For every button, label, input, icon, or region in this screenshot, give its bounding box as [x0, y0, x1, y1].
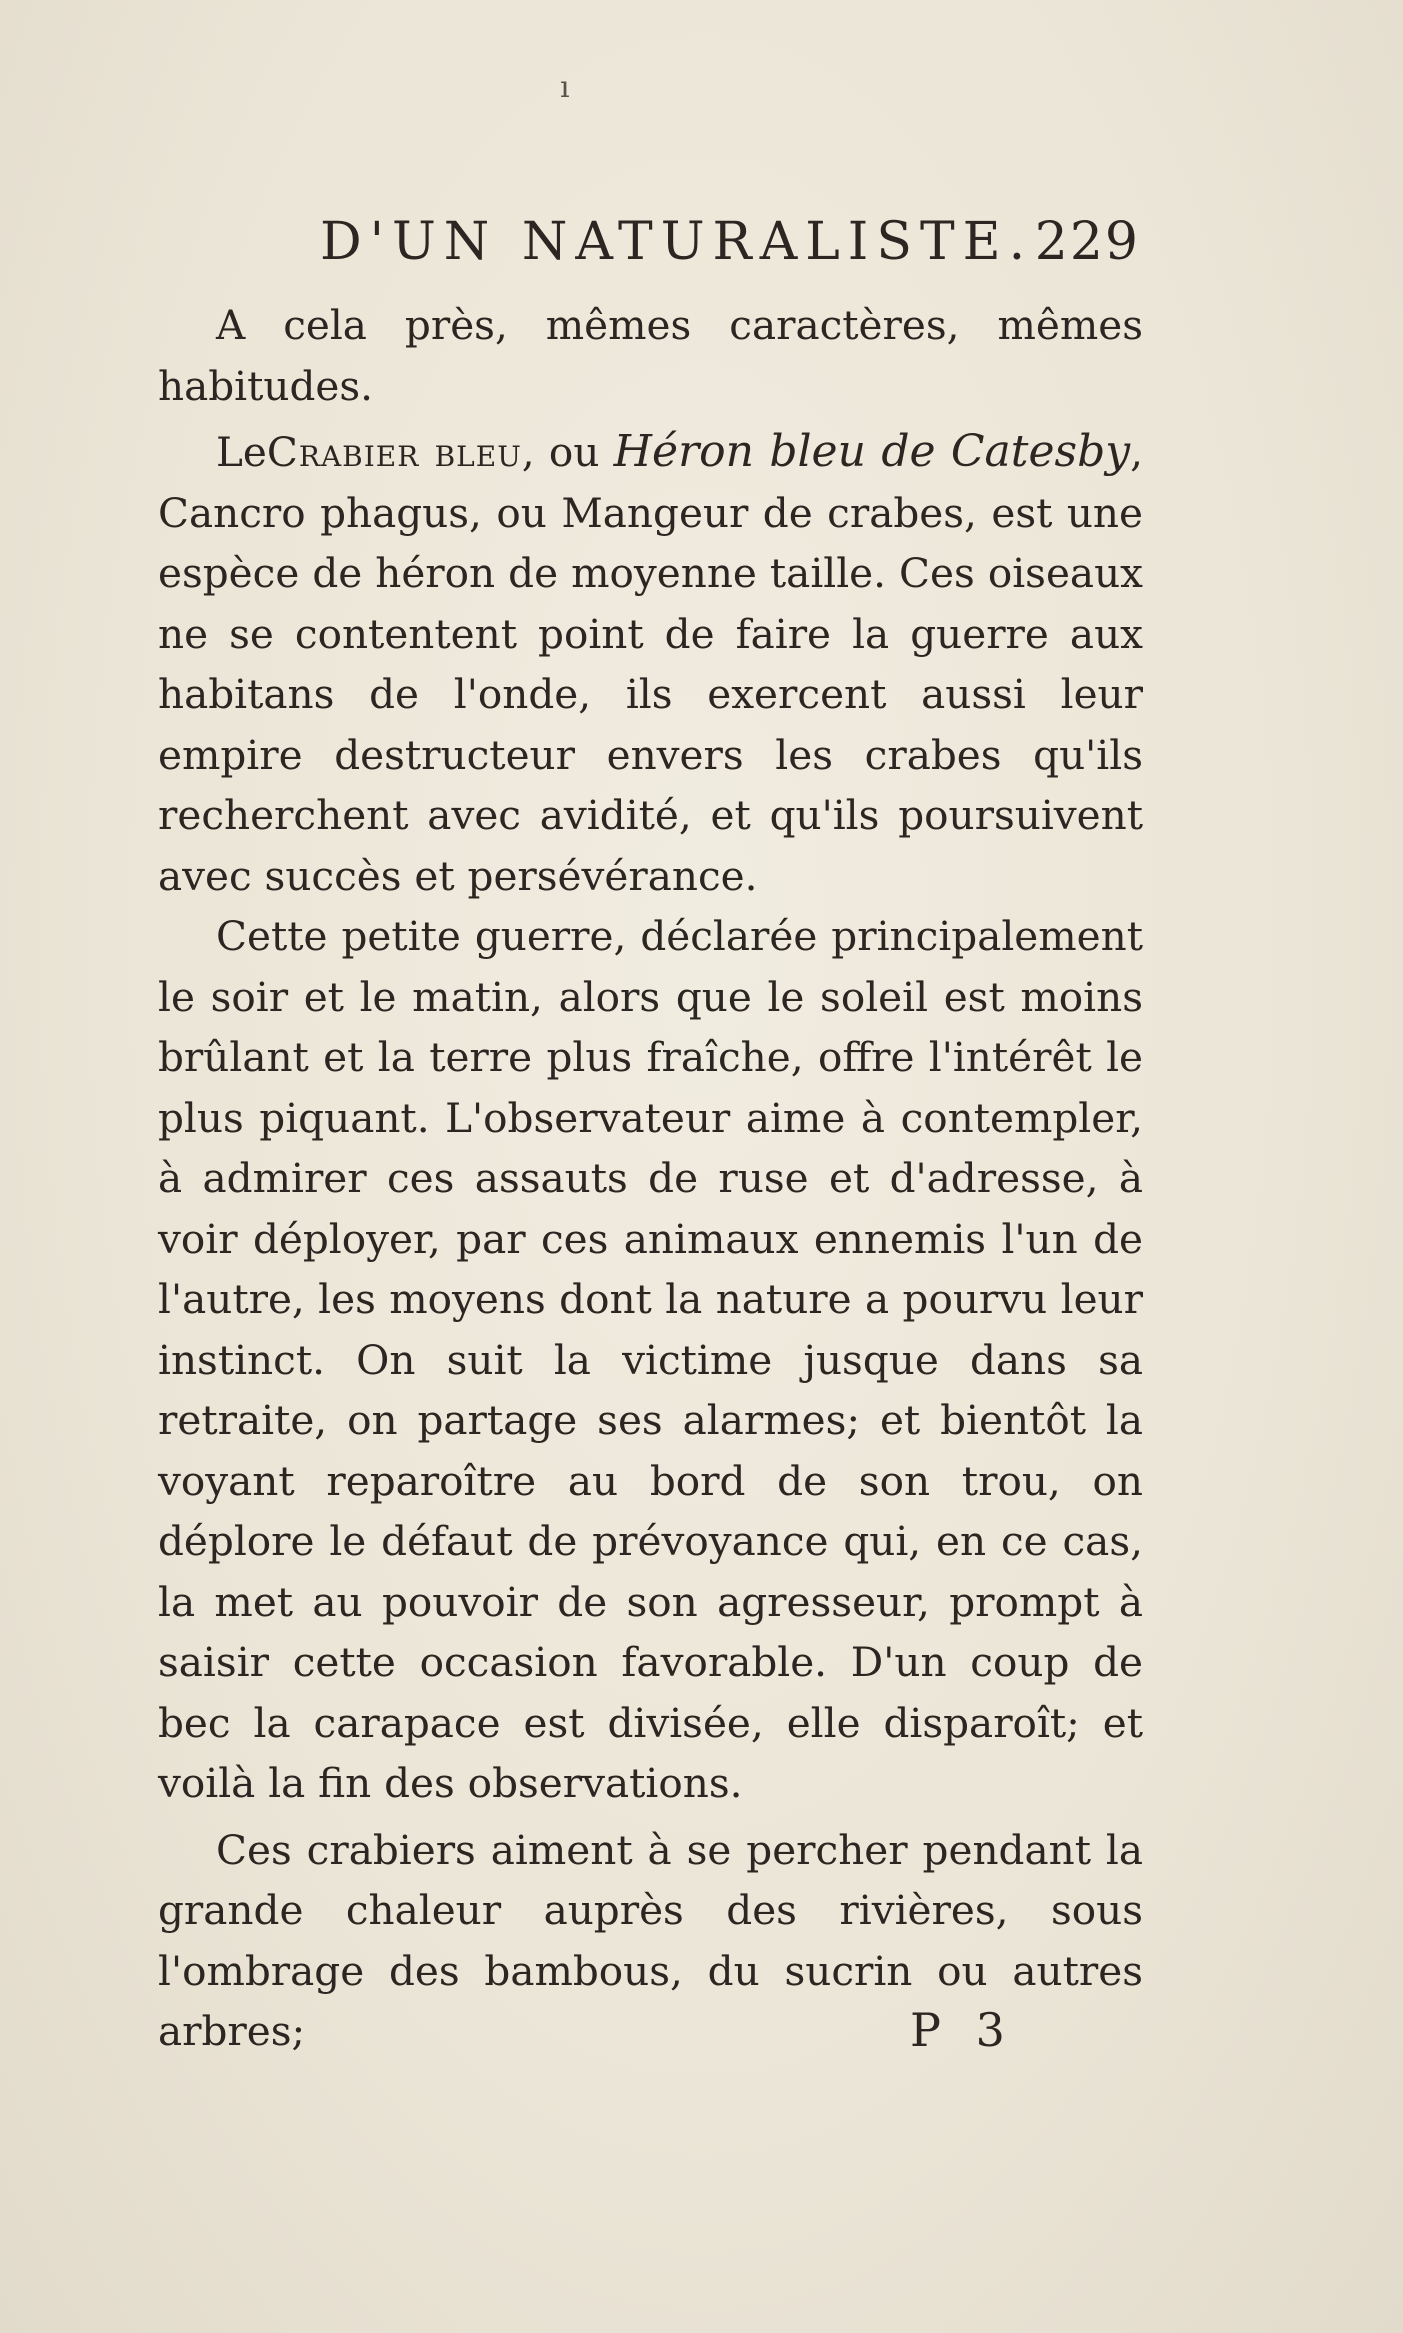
top-mark: ı	[560, 70, 570, 105]
body-text	[158, 295, 1143, 2062]
species-latin-name: Héron bleu de Catesby	[613, 426, 1131, 477]
p2-intro: Le	[216, 428, 267, 476]
page-header	[320, 212, 1140, 282]
paragraph-4: Ces crabiers aiment à se percher pendant la grande chaleur auprès des rivières, sous l'ombrage des bambous, du sucrin ou autres arbres;	[158, 1825, 1143, 2055]
p2-connector: , ou	[521, 428, 600, 476]
paragraph-2	[158, 422, 1143, 906]
species-name: Crabier bleu	[266, 428, 522, 476]
running-title: D'UN NATURALISTE.	[320, 212, 1034, 272]
paragraph-1: A cela près, mêmes caractères, mêmes habitudes.	[158, 301, 1143, 410]
signature-mark: P 3	[910, 2003, 1015, 2057]
p2-rest: , Cancro phagus, ou Mangeur de crabes, est une espèce de héron de moyenne taille. Ces oiseaux ne se contentent point de faire la guerre aux habitans de l'onde, ils exercent aussi leur empire destructeur envers les crabes qu'ils recherchent avec avidité, et qu'ils poursuivent avec succès et persévérance.	[158, 428, 1143, 900]
page-number: 229	[1034, 212, 1140, 272]
paragraph-3: Cette petite guerre, déclarée principalement le soir et le matin, alors que le soleil est moins brûlant et la terre plus fraîche, offre l'intérêt le plus piquant. L'observateur aime à contempler, à admirer ces assauts de ruse et d'adresse, à voir déployer, par ces animaux ennemis l'un de l'autre, les moyens dont la nature a pourvu leur instinct. On suit la victime jusque dans sa retraite, on partage ses alarmes; et bientôt la voyant reparoître au bord de son trou, on déplore le défaut de prévoyance qui, en ce cas, la met au pouvoir de son agresseur, prompt à saisir cette occasion favorable. D'un coup de bec la carapace est divisée, elle disparoît; et voilà la fin des observations.	[158, 912, 1143, 1807]
